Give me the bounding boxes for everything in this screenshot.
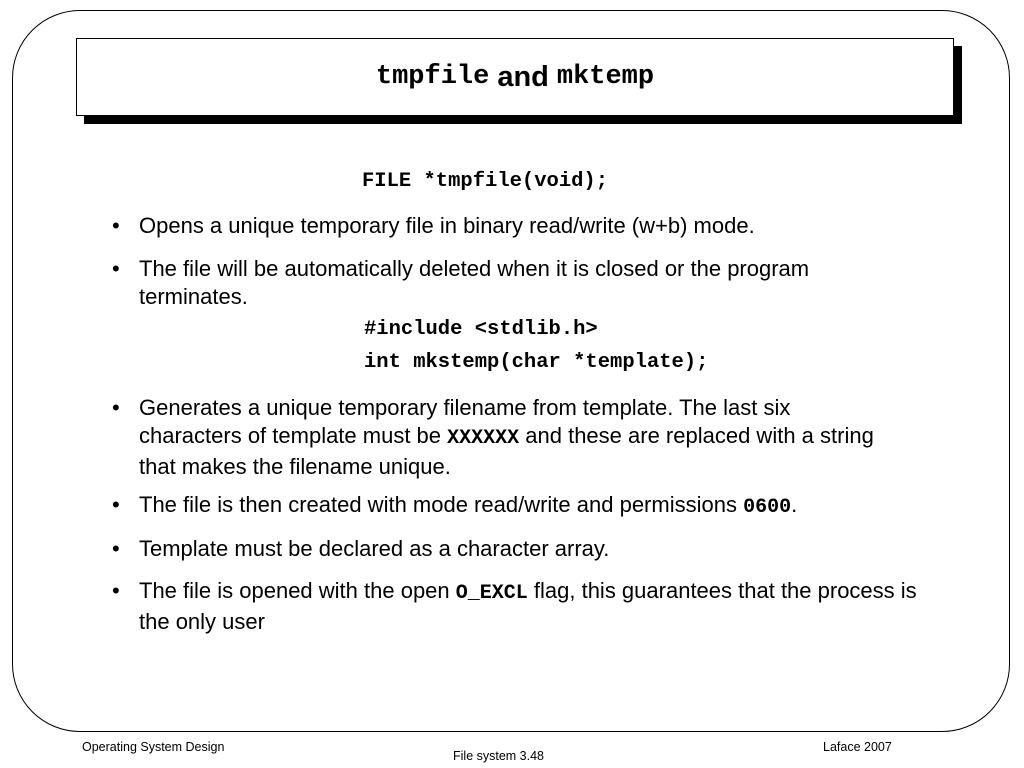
slide-title [76,38,954,116]
code-include-stdlib: #include <stdlib.h> [364,318,598,341]
bullet-dot: • [112,536,120,561]
title-code-tmpfile: tmpfile [375,62,490,92]
bullet-text [139,491,919,522]
inline-code-xxxxxx: XXXXXX [447,427,520,450]
bullet-text-part: The file is opened with the open [139,578,456,603]
bullet-text: The file will be automatically deleted when it is closed or the program terminates. [139,256,810,309]
footer-course-name: Operating System Design [82,740,225,754]
bullet-text [139,577,919,636]
code-mkstemp-signature: int mkstemp(char *template); [364,351,709,374]
footer-page-number: File system 3.48 [453,749,545,763]
bullet-text: Template must be declared as a character array. [139,536,610,561]
bullet-text-part: . [791,492,798,517]
bullet-text-part: flag, this guarantees that the process is the only user [139,578,917,634]
bullet-text [139,394,899,481]
bullet-text-part: and these are replaced with a string that makes the filename unique. [139,423,874,479]
code-tmpfile-signature: FILE *tmpfile(void); [362,170,609,193]
bullet-dot: • [112,492,120,517]
bullet-dot: • [112,395,120,420]
bullet-text-part: The file is then created with mode read/write and permissions [139,492,744,517]
bullet-dot: • [112,578,120,603]
title-code-mktemp: mktemp [556,62,655,92]
bullet-text: Opens a unique temporary file in binary read/write (w+b) mode. [139,213,755,238]
inline-code-0600: 0600 [743,496,792,519]
bullet-dot: • [112,256,120,281]
footer-author-year: Laface 2007 [823,740,892,754]
bullet-dot: • [112,213,120,238]
inline-code-o-excl: O_EXCL [455,582,528,605]
title-word-and: and [497,60,549,93]
bullet-text-part: Generates a unique temporary filename from template. The last six characters of template must be [139,395,791,448]
